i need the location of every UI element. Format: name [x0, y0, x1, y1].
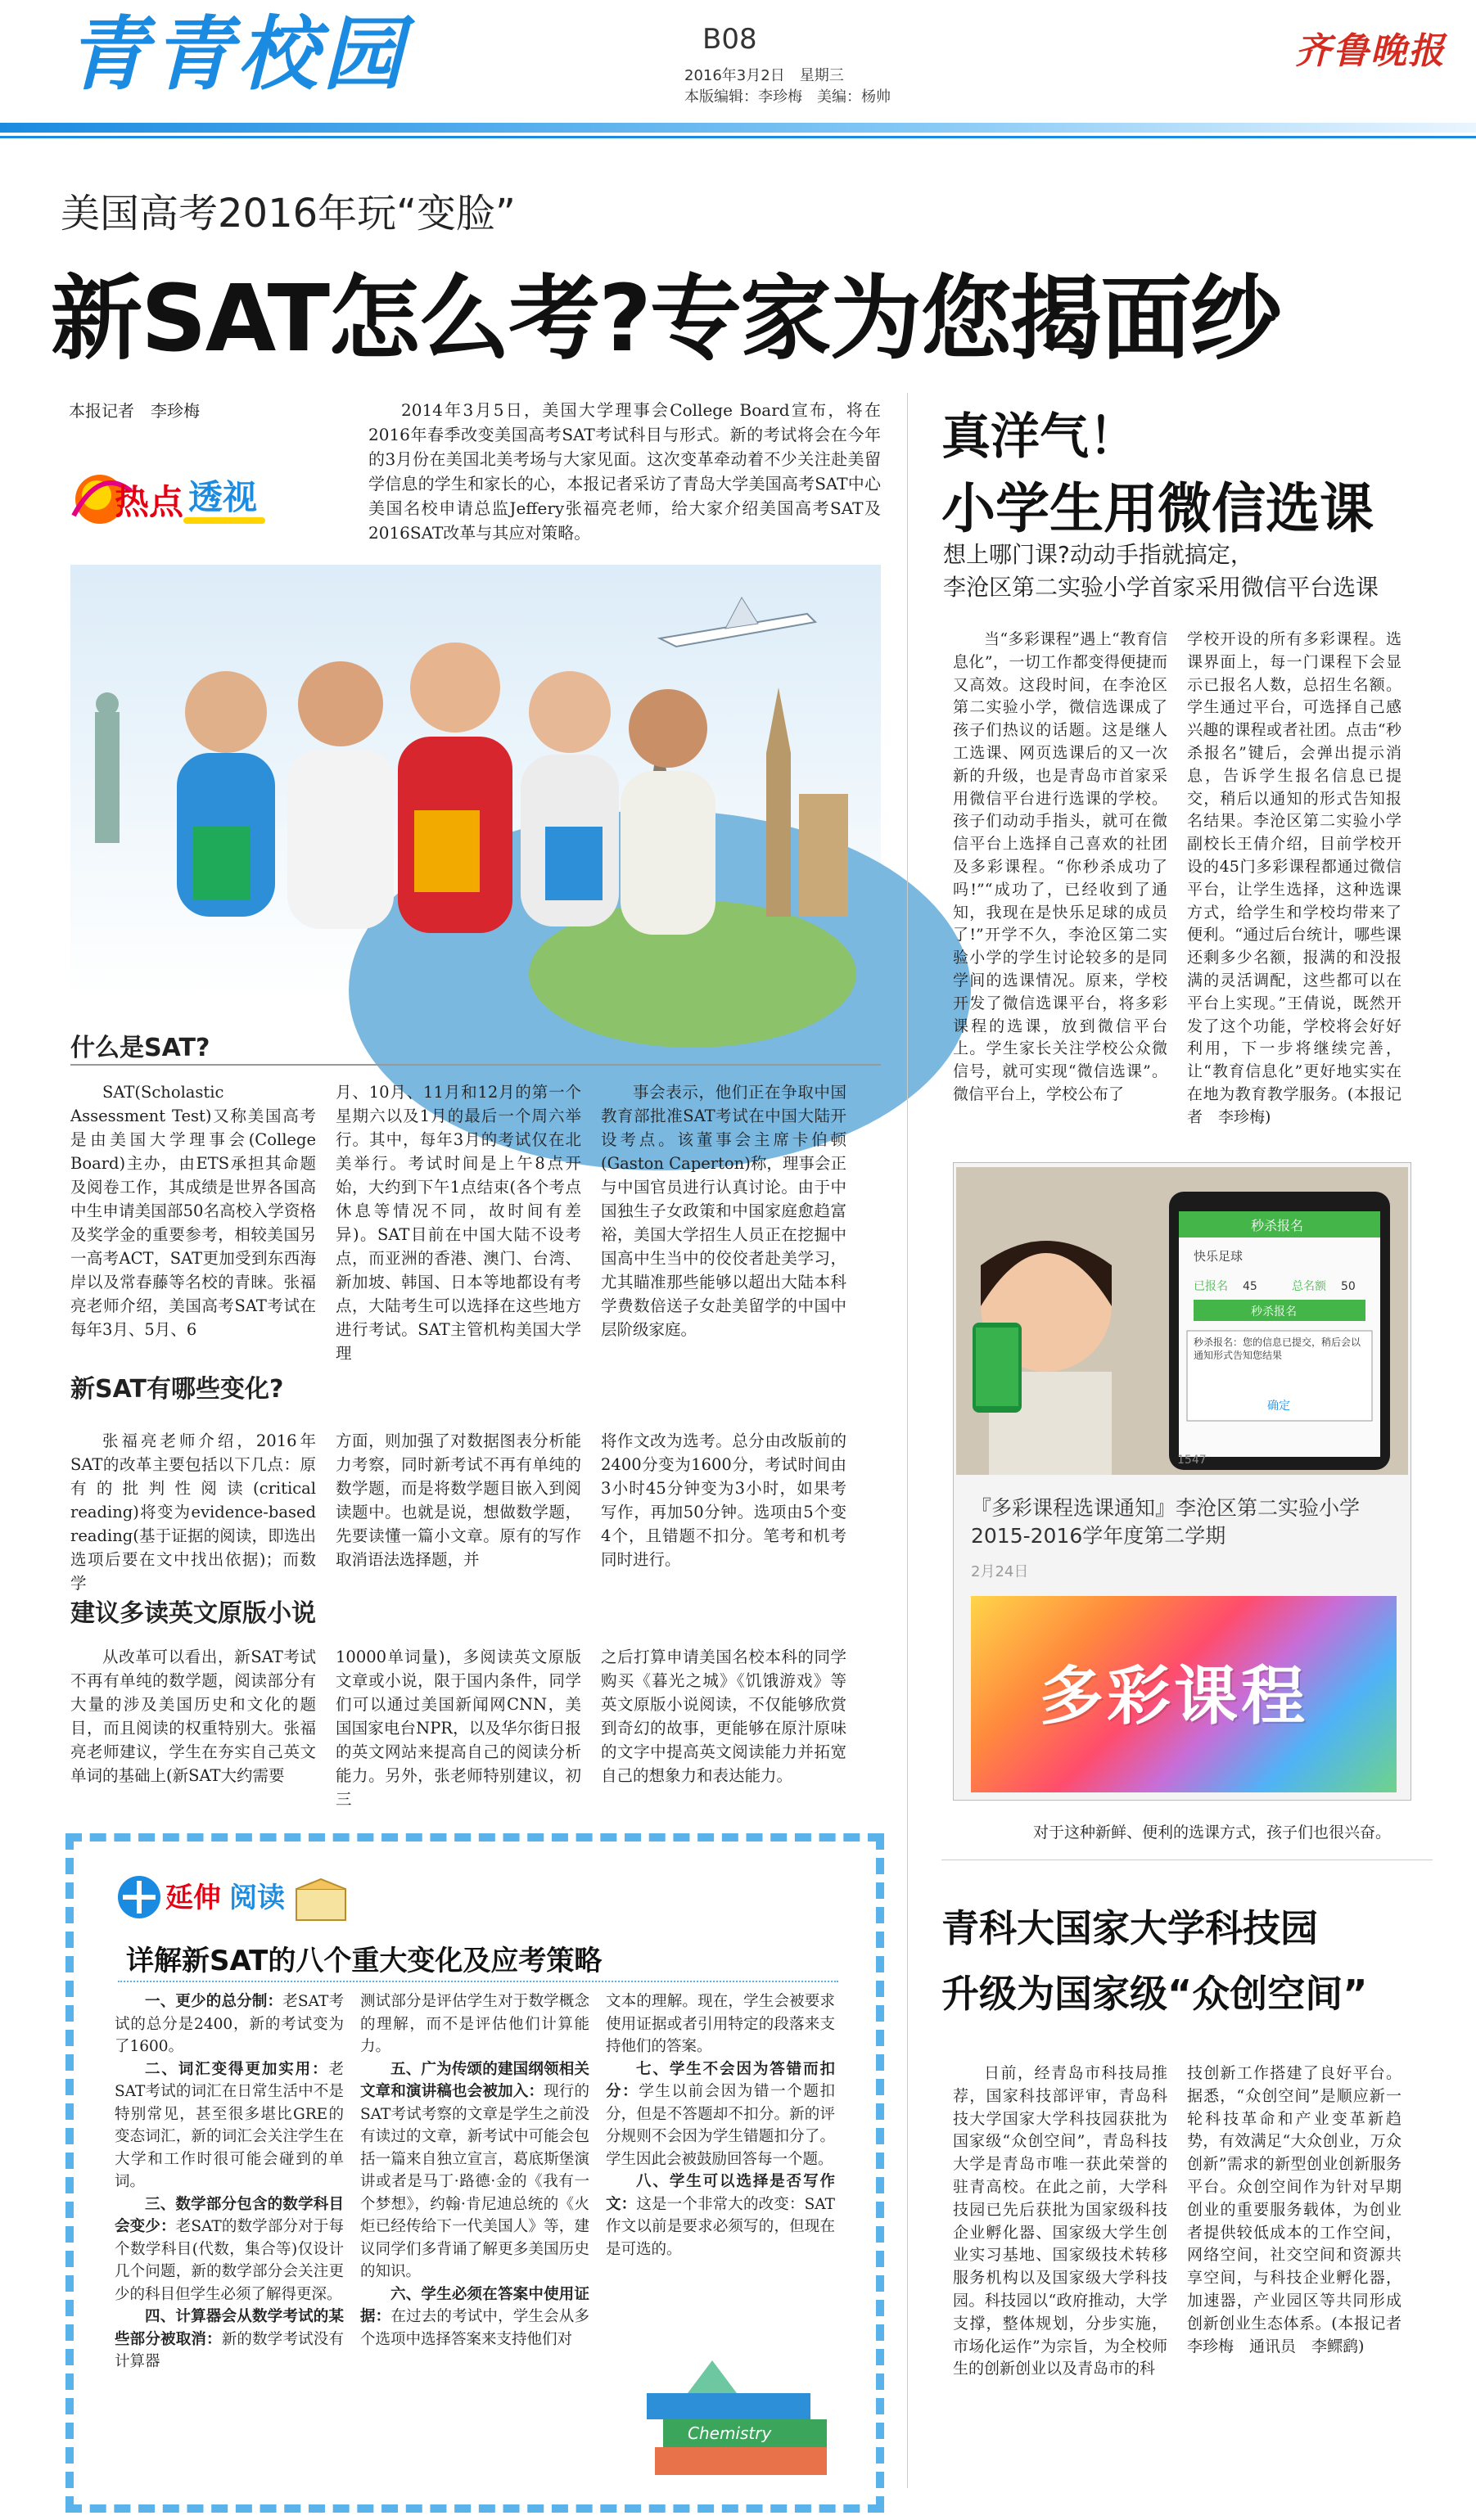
hot-topic-badge — [65, 458, 311, 540]
section2-col3: 将作文改为选考。总分由改版前的2400分变为1600分，考试时间由3小时45分钟变为3小时，如果考写作，再加50分钟。选项由5个变4个，且错题不扣分。笔考和机考同时进行。 — [601, 1431, 846, 1569]
extension-col2 — [360, 1990, 589, 2490]
extension-title-rule — [118, 1981, 838, 1982]
extension-item-heading: 二、词汇变得更加实用： — [145, 2060, 329, 2078]
page-number: B08 — [702, 23, 757, 56]
phone-label2: 总名额 — [1292, 1280, 1326, 1293]
paper-name-logo: 齐鲁晚报 — [1295, 30, 1446, 72]
extension-item — [115, 1990, 344, 2058]
section3-col2: 10000单词量)，多阅读英文原版文章或小说，限于国内条件，同学们可以通过美国新闻网CNN，美国国家电台NPR，以及华尔街日报的英文网站来提高自己的阅读分析能力。另外，张老师特别建议，初三 — [336, 1648, 581, 1809]
extension-item-text: 这是一个非常大的改变：SAT作文以前是要求必须写的，但现在是可选的。 — [606, 2195, 835, 2258]
extension-item — [115, 2306, 344, 2373]
phone-popup-button: 确定 — [1267, 1400, 1290, 1413]
phone-btn: 秒杀报名 — [1251, 1305, 1297, 1319]
extension-item-text: 现行的SAT考试考察的文章是学生之前没有读过的文章，新考试中可能会包括一篇来自独立宣言，葛底斯堡演讲或者是马丁·路德·金的《我有一个梦想》，约翰·肯尼迪总统的《火炬已经传给下一代美国人》等，建议同学们多背诵了解更多美国历史的知识。 — [360, 2083, 589, 2280]
extension-col3 — [606, 1990, 835, 2334]
extension-item-heading: 七、学生不会因为答错而扣分： — [606, 2060, 835, 2100]
section2-col1: 张福亮老师介绍，2016年SAT的改革主要包括以下几点：原有的批判性阅读(critical reading)将变为evidence-based reading(基于证据的阅读，即选出选项后要在文中找出依据)；而数学 — [70, 1431, 316, 1593]
byline: 本报记者 李珍梅 — [69, 401, 200, 421]
extension-item — [360, 2283, 589, 2351]
section-heading-what-is-sat: 什么是SAT? — [70, 1034, 210, 1062]
story2-deck-2: 李沧区第二实验小学首家采用微信平台选课 — [943, 574, 1379, 601]
book-spine-text: Chemistry — [688, 2423, 772, 2443]
lead-kicker: 美国高考2016年玩“变脸” — [61, 191, 516, 237]
section3-col1: 从改革可以看出，新SAT考试不再有单纯的数学题，阅读部分有大量的涉及美国历史和文化的题目，而且阅读的权重特别大。张福亮老师建议，学生在夯实自己英文单词的基础上(新SAT大约需要 — [70, 1648, 316, 1785]
extension-item-heading: 四、计算器会从数学考试的某些部分被取消： — [115, 2308, 344, 2348]
extend-reading-badge — [115, 1864, 377, 1930]
story3-headline-2: 升级为国家级“众创空间” — [941, 1972, 1368, 2016]
extension-item — [360, 1990, 589, 2058]
extension-item — [115, 2193, 344, 2306]
extension-item-text: 测试部分是评估学生对于数学概念的理解，而不是评估他们计算能力。 — [360, 1993, 589, 2055]
ext-badge-part1: 延伸 — [165, 1882, 221, 1914]
extension-item-heading: 三、数学部分包含的数学科目会变少： — [115, 2195, 344, 2235]
extension-item-text: 新的数学考试没有计算器 — [115, 2330, 344, 2370]
section3-col3: 之后打算申请美国名校本科的同学购买《暮光之城》《饥饿游戏》等英文原版小说阅读，不仅能够欣赏到奇幻的故事，更能够在原汁原味的文字中提高英文阅读能力并拓宽自己的想象力和表达能力。 — [601, 1648, 846, 1785]
badge-part2: 透视 — [188, 477, 258, 517]
section-heading-changes: 新SAT有哪些变化? — [70, 1375, 284, 1404]
extension-item — [606, 2058, 835, 2171]
date-line: 2016年3月2日 星期三 — [684, 67, 844, 84]
story2-deck-1: 想上哪门课?动动手指就搞定， — [943, 541, 1253, 568]
extension-item-text: 文本的理解。现在，学生会被要求使用证据或者引用特定的段落来支持他们的答案。 — [606, 1993, 835, 2055]
badge-part1: 热点 — [115, 482, 184, 522]
banner-text: 多彩课程 — [1040, 1660, 1309, 1733]
phone-item: 快乐足球 — [1194, 1249, 1244, 1264]
students-photo — [70, 565, 881, 999]
extension-item-heading: 六、学生必须在答案中使用证据： — [360, 2285, 589, 2325]
extension-item-text: 老SAT的数学部分对于每个数学科目(代数，集合等)仅设计几个问题，新的数学部分会关注更少的科目但学生必须了解得更深。 — [115, 2218, 344, 2303]
extension-item-text: 学生以前会因为错一个题扣分，但是不答题却不扣分。新的评分规则不会因为学生错题扣分了。学生因此会被鼓励回答每一个题。 — [606, 2083, 835, 2168]
story3-col2: 技创新工作搭建了良好平台。据悉，“众创空间”是顺应新一轮科技革命和产业变革新趋势，有效满足“大众创业，万众创新”需求的新型创业创新服务平台。众创空间作为针对早期创业的重要服务载体，为创业者提供较低成本的工作空间，网络空间，社交空间和资源共享空间，与科技企业孵化器，加速器，产业园区等共同形成创新创业生态体系。(本报记者 李珍梅 通讯员 李鳏鹞) — [1187, 2064, 1418, 2355]
extension-item — [360, 2058, 589, 2283]
column-divider — [907, 393, 908, 2488]
extension-item-text: 老SAT考试的词汇在日常生活中不是特别常见，甚至很多堪比GRE的变态词汇，新的词汇会关注学生在大学和工作时很可能会碰到的单词。 — [115, 2060, 344, 2190]
extension-col1 — [115, 1990, 344, 2490]
extension-item — [606, 1990, 835, 2058]
section2-col2: 方面，则加强了对数据图表分析能力考察，同时新考试不再有单纯的数学题，而是将数学题目嵌入到阅读题中。也就是说，想做数学题，先要读懂一篇小文章。原有的写作取消语法选择题，并 — [336, 1431, 581, 1569]
phone-val1: 45 — [1243, 1280, 1257, 1293]
phone-label1: 已报名 — [1194, 1280, 1228, 1293]
section-title: 青青校园 — [67, 8, 408, 101]
phone-popup-text: 秒杀报名：您的信息已提交，稍后会以通知形式告知您结果 — [1194, 1337, 1361, 1361]
lead-headline: 新SAT怎么考?专家为您揭面纱 — [51, 266, 1281, 372]
editors-line: 本版编辑：李珍梅 美编：杨帅 — [684, 88, 891, 106]
notice-title: 『多彩课程选课通知』李沧区第二实验小学2015-2016学年度第二学期 — [971, 1496, 1361, 1548]
story2-headline-1: 真洋气！ — [941, 408, 1138, 466]
section1-col1: SAT(Scholastic Assessment Test)又称美国高考是由美国大学理事会(College Board)主办，由ETS承担其命题及阅卷工作，其成绩是世界各国高中生申请美国部50名高校入学资格及奖学金的重要参考，相较美国另一高考ACT，SAT更加受到东西海岸以及常春藤等名校的青睐。张福亮老师介绍，美国高考SAT考试在每年3月、5月、6 — [70, 1083, 316, 1339]
ext-badge-part2: 阅读 — [229, 1882, 285, 1914]
extension-item — [606, 2171, 835, 2261]
extension-item — [115, 2058, 344, 2193]
section-rule — [70, 1064, 881, 1066]
story3-col1: 日前，经青岛市科技局推荐，国家科技部评审，青岛科技大学国家大学科技园获批为国家级“众创空间”，青岛科技大学是青岛市唯一获此荣誉的驻青高校。在此之前，大学科技园已先后获批为国家级科技企业孵化器、国家级大学生创业实习基地、国家级技术转移服务机构以及国家级大学科技园。科技园以“政府推动，大学支撑，整体规划，分步实施，市场化运作”为宗旨，为全校师生的创新创业以及青岛市的科 — [953, 2064, 1167, 2378]
extension-item-heading: 八、学生可以选择是否写作文： — [606, 2173, 835, 2213]
story2-col2: 学校开设的所有多彩课程。选课界面上，每一门课程下会显示已报名人数，总招生名额。学生通过平台，可选择自己感兴趣的课程或者社团。点击“秒杀报名”键后，会弹出提示消息，告诉学生报名信息已提交，稍后以通知的形式告知报名结果。李沧区第二实验小学副校长王倩介绍，目前学校开设的45门多彩课程都通过微信平台，让学生选择，这种选课方式，给学生和学校均带来了便利。“通过后台统计，哪些课还剩多少名额，报满的和没报满的灵活调配，这些都可以在平台上实现。”王倩说，既然开发了这个功能，学校将会好好利用，下一步将继续完善，让“教育信息化”更好地实实在在地为教育教学服务。(本报记者 李珍梅) — [1187, 630, 1402, 1126]
extension-title: 详解新SAT的八个重大变化及应考策略 — [126, 1945, 603, 1977]
extension-item-text: 老SAT考试的总分是2400，新的考试变为了1600。 — [115, 1993, 344, 2055]
masthead-rule — [0, 123, 1476, 133]
girl-with-phone-photo — [956, 1167, 1408, 1475]
extension-item-text: 在过去的考试中，学生会从多个选项中选择答案来支持他们对 — [360, 2308, 589, 2348]
story2-col1: 当“多彩课程”遇上“教育信息化”，一切工作都变得便捷而又高效。这段时间，在李沧区第二实验小学，微信选课成了孩子们热议的话题。这是继人工选课、网页选课后的又一次新的升级，也是青岛市首家采用微信平台进行选课的学校。孩子们动动手指头，就可在微信平台上选择自己喜欢的社团及多彩课程。“你秒杀成功了吗!”“成功了，已经收到了通知，我现在是快乐足球的成员了!”开学不久，李沧区第二实验小学的学生讨论较多的是同学间的选课情况。原来，学校开发了微信选课平台，将多彩课程的选课，放到微信平台上。学生家长关注学校公众微信号，就可实现“微信选课”。微信平台上，学校公布了 — [953, 630, 1167, 1103]
view-counter: 1547 — [1177, 1454, 1207, 1467]
section1-col2: 月、10月、11月和12月的第一个星期六以及1月的最后一个周六举行。其中，每年3月的考试仅在北美举行。考试时间是上午8点开始，大约到下午1点结束(各个考点休息等情况不同，故时间有差异)。SAT目前在中国大陆不设考点，而亚洲的香港、澳门、台湾、新加坡、韩国、日本等地都设有考点，大陆考生可以选择在这些地方进行考试。SAT主管机构美国大学理 — [336, 1083, 581, 1363]
phone-val2: 50 — [1341, 1280, 1356, 1293]
story2-headline-2: 小学生用微信选课 — [941, 477, 1374, 540]
extension-item-heading: 一、更少的总分制： — [145, 1993, 283, 2010]
extension-item-heading: 五、广为传颂的建国纲领相关文章和演讲稿也会被加入： — [360, 2060, 589, 2100]
phone-header: 秒杀报名 — [1251, 1218, 1304, 1233]
section-heading-read-novels: 建议多读英文原版小说 — [70, 1599, 316, 1628]
story3-headline-1: 青科大国家大学科技园 — [941, 1906, 1318, 1950]
masthead-rule-thin — [0, 136, 1476, 138]
books-illustration — [639, 2349, 843, 2488]
photo-caption: 对于这种新鲜、便利的选课方式，孩子们也很兴奋。 — [1033, 1824, 1392, 1842]
section1-col3: 事会表示，他们正在争取中国教育部批准SAT考试在中国大陆开设考点。该董事会主席卡伯顿(Gaston Caperton)称，理事会正与中国官员进行认真讨论。由于中国独生子女政策和中国家庭愈趋富裕，美国大学招生人员正在挖掘中国高中生当中的佼佼者赴美学习，尤其瞄准那些能够以超出大陆本科学费数倍送子女赴美留学的中国中层阶级家庭。 — [601, 1083, 846, 1339]
lead-intro: 2014年3月5日，美国大学理事会College Board宣布，将在2016年春季改变美国高考SAT考试科目与形式。新的考试将会在今年的3月份在美国北美考场与大家见面。这次变革牵动着不少关注赴美留学信息的学生和家长的心，本报记者采访了青岛大学美国高考SAT中心美国名校申请总监Jeffery张福亮老师，给大家介绍美国高考SAT及2016SAT改革与其应对策略。 — [368, 400, 881, 543]
notice-date: 2月24日 — [971, 1563, 1029, 1580]
